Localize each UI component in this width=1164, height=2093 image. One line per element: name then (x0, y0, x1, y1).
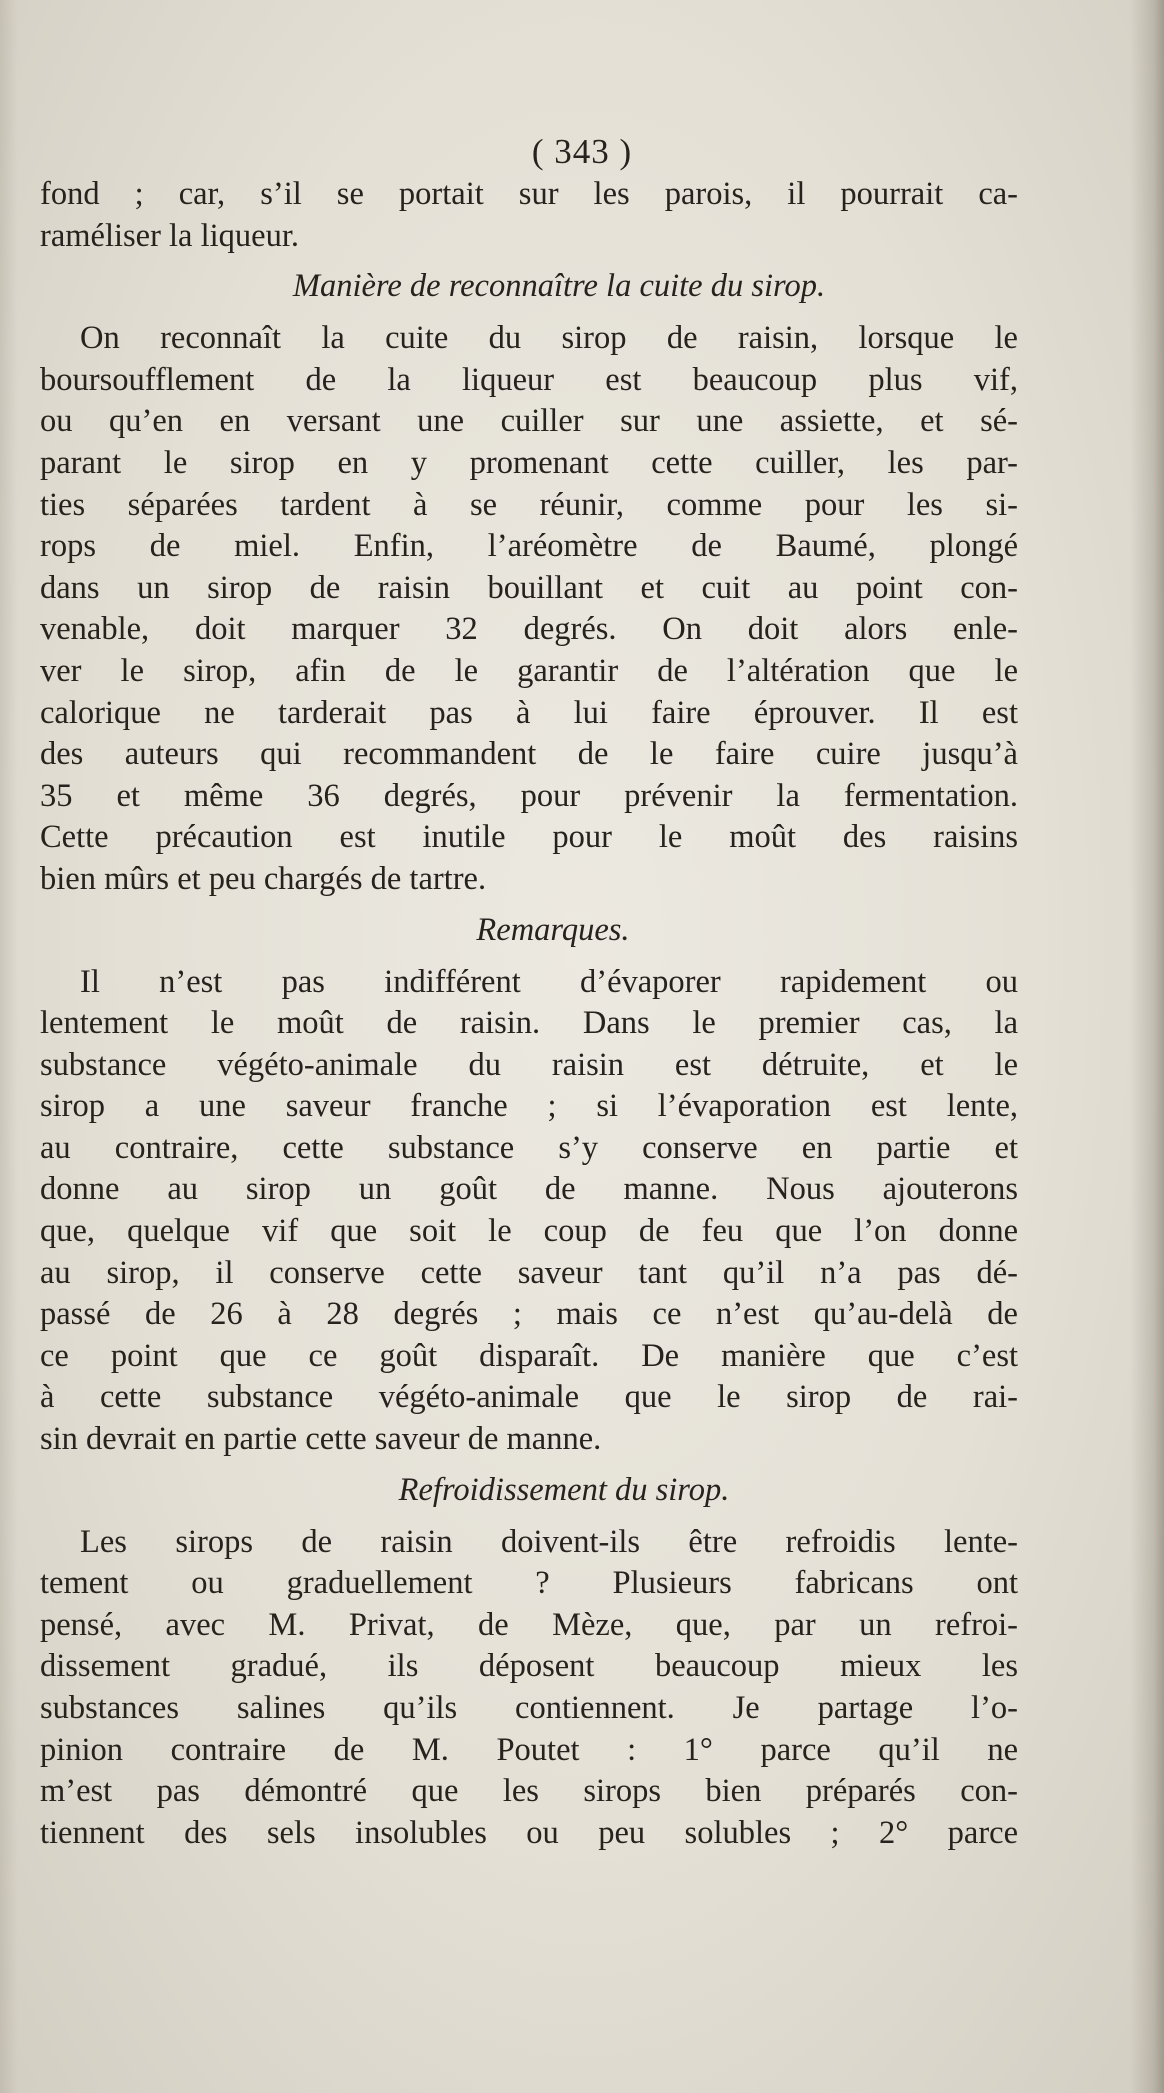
text-line: Cette précaution est inutile pour le moût des raisins (40, 819, 1018, 856)
section-heading-refroidissement: Refroidissement du sirop. (398, 1471, 730, 1508)
text-line: sin devrait en partie cette saveur de manne. (40, 1421, 602, 1458)
text-line: On reconnaît la cuite du sirop de raisin, lorsque le (80, 320, 1018, 357)
text-line: pensé, avec M. Privat, de Mèze, que, par un refroi- (40, 1606, 1018, 1643)
text-line: à cette substance végéto-animale que le sirop de rai- (40, 1379, 1018, 1416)
text-line: passé de 26 à 28 degrés ; mais ce n’est qu’au-delà de (40, 1296, 1018, 1333)
text-line: substances salines qu’ils contiennent. Je partage l’o- (40, 1690, 1018, 1726)
text-line: dissement gradué, ils déposent beaucoup mieux les (40, 1648, 1018, 1685)
text-line: au sirop, il conserve cette saveur tant qu’il n’a pas dé- (40, 1254, 1018, 1291)
text-line: Les sirops de raisin doivent-ils être refroidis lente- (80, 1523, 1018, 1560)
text-line: des auteurs qui recommandent de le faire cuire jusqu’à (40, 736, 1018, 773)
text-line: ver le sirop, afin de le garantir de l’altération que le (40, 652, 1018, 689)
section-heading-remarques: Remarques. (476, 911, 630, 948)
text-line: sirop a une saveur franche ; si l’évaporation est lente, (40, 1088, 1018, 1125)
text-line: tiennent des sels insolubles ou peu solubles ; 2° parce (40, 1814, 1018, 1851)
text-line: bien mûrs et peu chargés de tartre. (40, 860, 487, 897)
text-line: 35 et même 36 degrés, pour prévenir la fermentation. (40, 777, 1018, 814)
text-line: lentement le moût de raisin. Dans le premier cas, la (40, 1005, 1018, 1042)
text-line: ce point que ce goût disparaît. De manière que c’est (40, 1337, 1018, 1374)
text-line: que, quelque vif que soit le coup de feu que l’on donne (40, 1213, 1018, 1250)
text-line: Il n’est pas indifférent d’évaporer rapidement ou (80, 963, 1018, 1000)
text-line: venable, doit marquer 32 degrés. On doit alors enle- (40, 611, 1018, 648)
text-line: parant le sirop en y promenant cette cuiller, les par- (40, 444, 1018, 481)
page-gutter-shadow (1130, 0, 1164, 2093)
section-heading-cuite: Manière de reconnaître la cuite du sirop. (292, 268, 826, 305)
page-body (40, 174, 1018, 1854)
text-line: rops de miel. Enfin, l’aréomètre de Baumé, plongé (40, 528, 1018, 565)
text-line: tement ou graduellement ? Plusieurs fabricans ont (40, 1565, 1018, 1602)
text-line: ties séparées tardent à se réunir, comme pour les si- (40, 486, 1018, 523)
text-line: substance végéto-animale du raisin est détruite, et le (40, 1046, 1018, 1083)
page-left-shadow (0, 0, 18, 2093)
text-line: m’est pas démontré que les sirops bien préparés con- (40, 1773, 1018, 1810)
text-line: dans un sirop de raisin bouillant et cuit au point con- (40, 569, 1018, 606)
page-number: ( 343 ) (531, 132, 633, 171)
text-line: ou qu’en en versant une cuiller sur une assiette, et sé- (40, 403, 1018, 440)
text-line: pinion contraire de M. Poutet : 1° parce qu’il ne (40, 1731, 1018, 1768)
text-line: boursoufflement de la liqueur est beaucoup plus vif, (40, 361, 1018, 398)
text-line: donne au sirop un goût de manne. Nous ajouterons (40, 1171, 1018, 1208)
text-line: au contraire, cette substance s’y conserve en partie et (40, 1129, 1018, 1166)
text-line: calorique ne tarderait pas à lui faire éprouver. Il est (40, 694, 1018, 731)
text-line: fond ; car, s’il se portait sur les parois, il pourrait ca- (40, 176, 1018, 212)
text-line: raméliser la liqueur. (40, 217, 300, 254)
